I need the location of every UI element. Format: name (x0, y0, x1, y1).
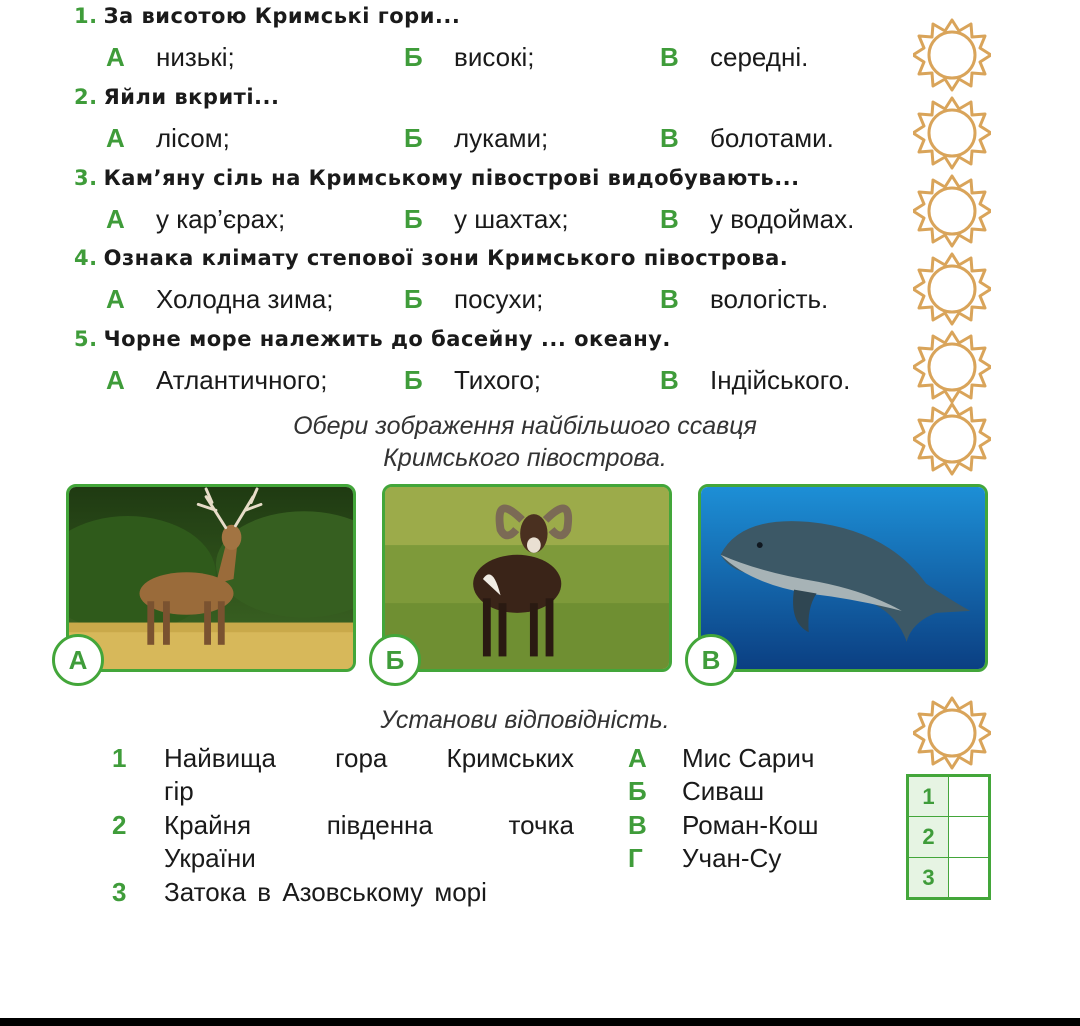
question-text: Кам’яну сіль на Кримському півострові видобувають... (103, 166, 800, 190)
option-a[interactable]: А низькі; (106, 42, 235, 72)
option-a[interactable]: А лісом; (106, 123, 230, 153)
flower-icon[interactable] (913, 94, 991, 172)
option-a[interactable]: А Холодна зима; (106, 284, 334, 314)
matching-caption: Установи відповідність. (380, 706, 670, 734)
match-option-text: Роман-Кош (682, 810, 819, 840)
grid-label: 1 (908, 776, 949, 817)
question-number: 4. (74, 246, 98, 270)
grid-answer-cell[interactable] (948, 857, 989, 898)
match-option-text: Сиваш (682, 776, 765, 806)
option-c[interactable]: В вологість. (660, 284, 829, 314)
question-text: За висотою Кримські гори... (103, 4, 461, 28)
flower-icon[interactable] (913, 250, 991, 328)
question-number: 5. (74, 327, 98, 351)
option-b[interactable]: Б посухи; (404, 284, 544, 314)
option-b[interactable]: Б високі; (404, 42, 535, 72)
grid-label: 2 (908, 816, 949, 858)
question-1 (74, 4, 809, 72)
flower-icon[interactable] (913, 172, 991, 250)
question-text: Чорне море належить до басейну ... океану. (103, 327, 671, 351)
question-5 (74, 327, 851, 395)
option-c[interactable]: В болотами. (660, 123, 834, 153)
match-item-text: Найвища гора Кримських (164, 743, 574, 773)
deer-image[interactable] (66, 484, 356, 672)
image-task-caption: Обери зображення найбільшого ссавця Кримського півострова. (293, 412, 757, 472)
match-item-text: Крайня південна точка (164, 810, 574, 840)
option-b[interactable]: Б Тихого; (404, 365, 542, 395)
mouflon-image[interactable] (382, 484, 672, 672)
option-b[interactable]: Б у шахтах; (404, 204, 569, 234)
match-option-text: Учан-Су (682, 843, 782, 873)
option-b[interactable]: Б луками; (404, 123, 549, 153)
grid-answer-cell[interactable] (948, 816, 989, 858)
question-text: Ознака клімату степової зони Кримського півострова. (103, 246, 789, 270)
answer-badge-a[interactable]: А (52, 634, 104, 686)
answer-badge-c[interactable]: В (685, 634, 737, 686)
dolphin-image[interactable] (698, 484, 988, 672)
answer-options (106, 123, 906, 155)
option-a[interactable]: А у кар’єрах; (106, 204, 286, 234)
question-text: Яйли вкриті... (103, 85, 280, 109)
question-4 (74, 246, 829, 314)
flower-icon[interactable] (913, 400, 991, 478)
match-item-text: Затока в Азовському морі (164, 877, 487, 907)
option-c[interactable]: В середні. (660, 42, 809, 72)
grid-label: 3 (908, 857, 949, 898)
match-item-number: 3 (112, 877, 127, 907)
flower-icon[interactable] (913, 694, 991, 772)
answer-options (106, 204, 906, 236)
grid-answer-cell[interactable] (948, 776, 989, 817)
match-option-text: Мис Сарич (682, 743, 815, 773)
answer-options (106, 284, 906, 316)
match-item-number: 1 (112, 743, 127, 773)
matching-left-column (112, 742, 582, 912)
answer-badge-b[interactable]: Б (369, 634, 421, 686)
option-c[interactable]: В у водоймах. (660, 204, 855, 234)
question-number: 1. (74, 4, 98, 28)
flower-icon[interactable] (913, 16, 991, 94)
answer-options (106, 42, 906, 74)
match-item-text: гір (164, 776, 194, 806)
question-2 (74, 85, 834, 153)
match-item-number: 2 (112, 810, 127, 840)
answer-options (106, 365, 906, 397)
answer-grid (906, 774, 991, 900)
matching-right-column: А Мис Сарич Б Сиваш В Роман-Кош Г Учан-Су (628, 743, 819, 873)
question-number: 3. (74, 166, 98, 190)
option-c[interactable]: В Індійського. (660, 365, 851, 395)
bottom-border (0, 1018, 1080, 1026)
question-number: 2. (74, 85, 98, 109)
match-item-text: України (164, 843, 256, 873)
option-a[interactable]: А Атлантичного; (106, 365, 328, 395)
flower-icon[interactable] (913, 328, 991, 406)
question-3 (74, 166, 855, 234)
